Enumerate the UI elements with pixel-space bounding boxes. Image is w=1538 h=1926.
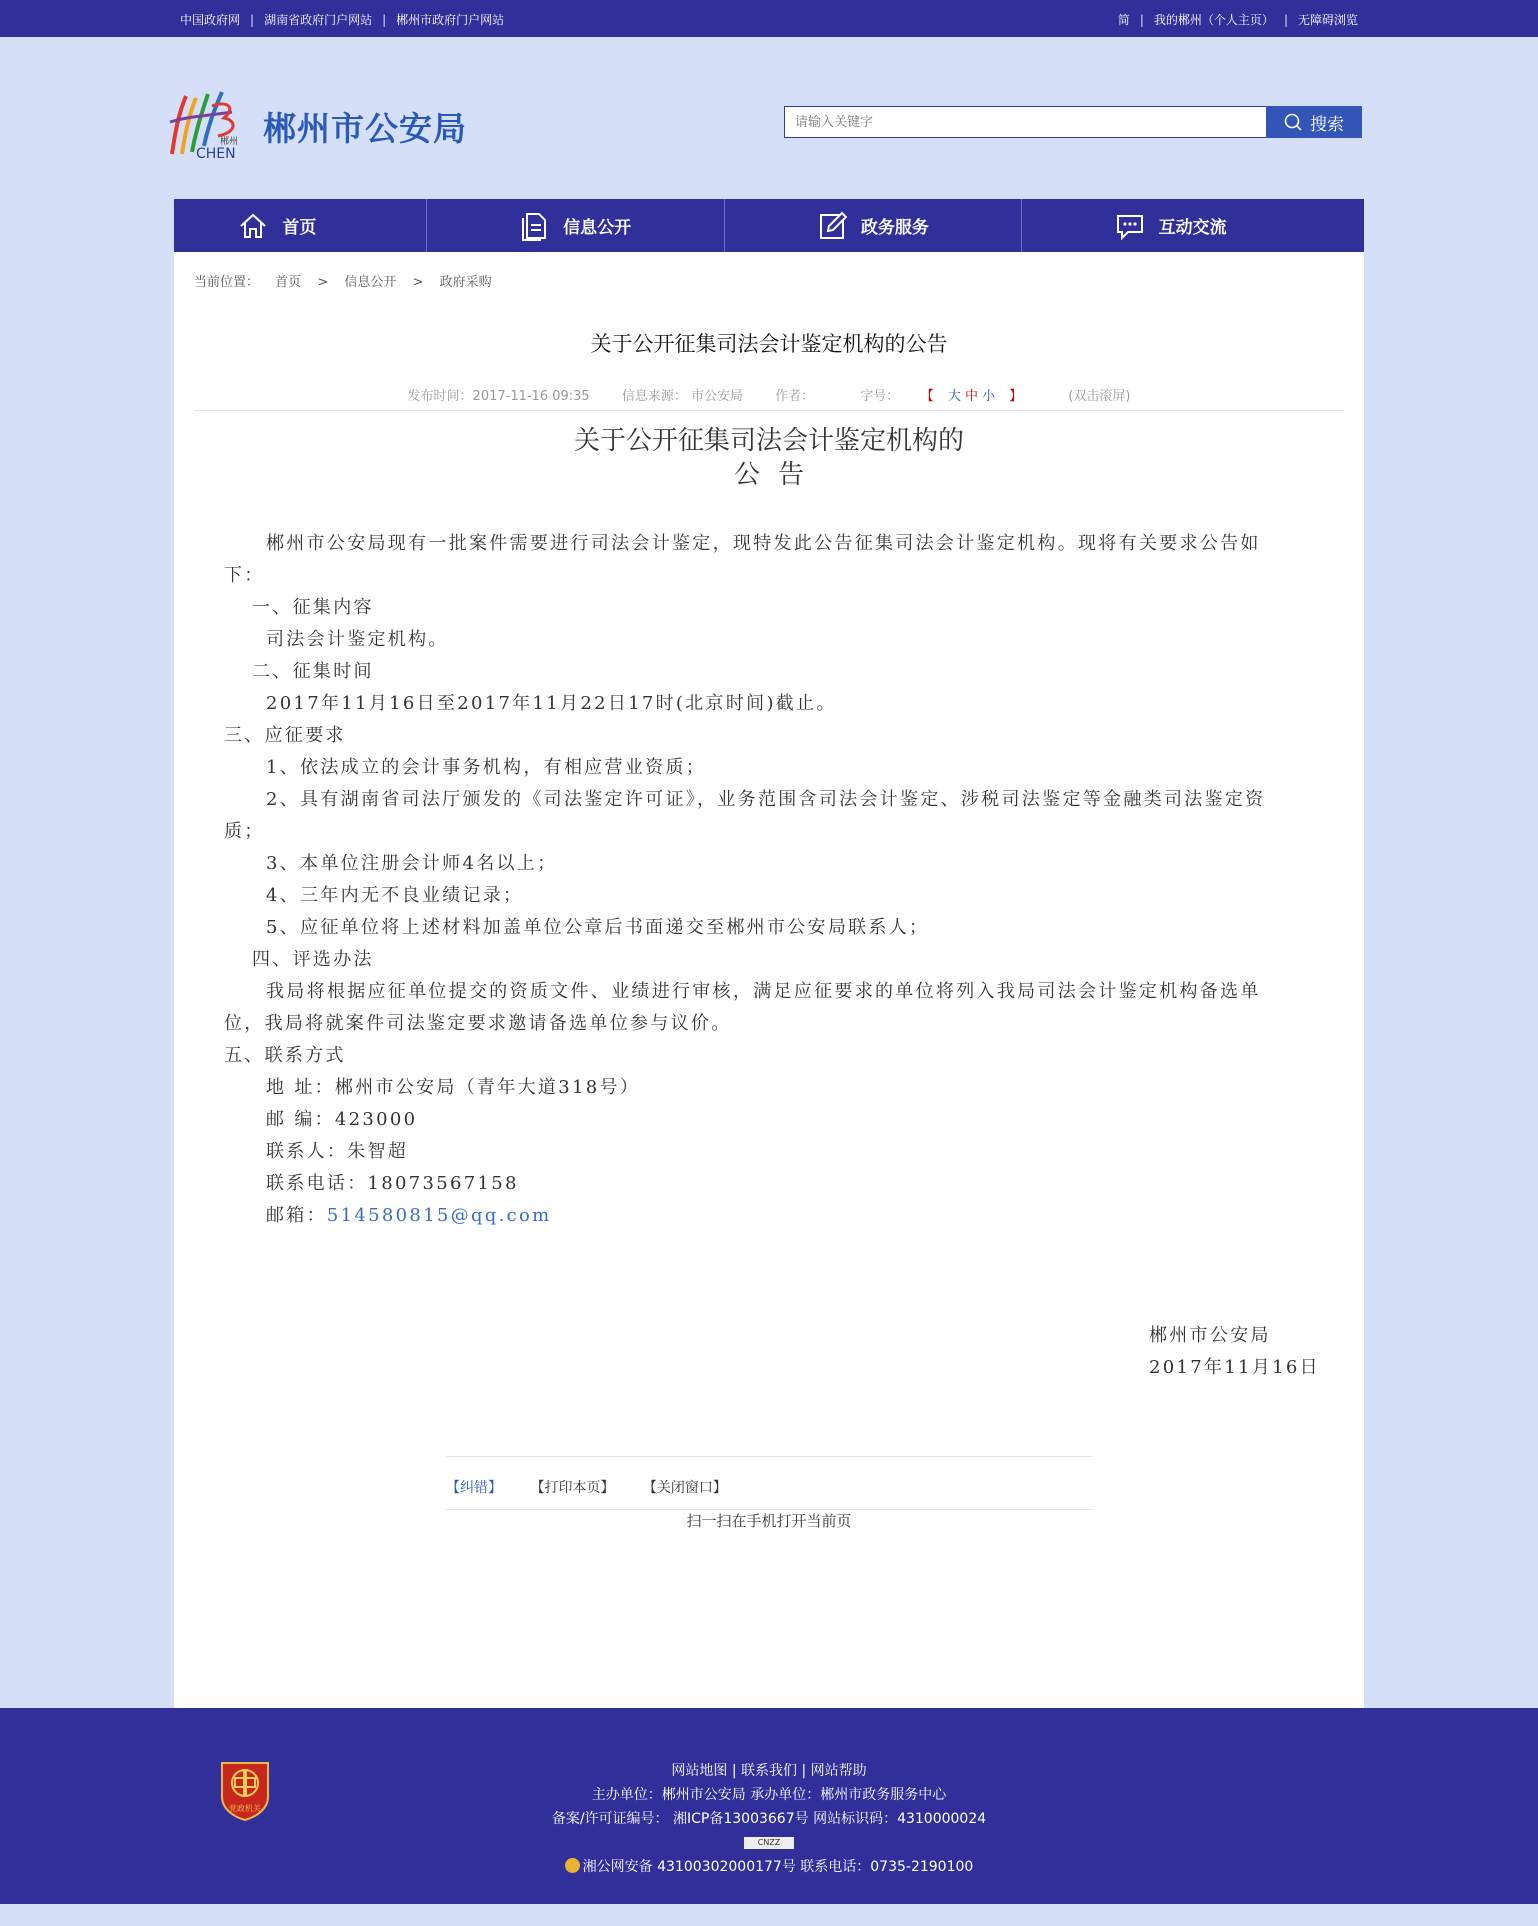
top-links-left: 中国政府网 | 湖南省政府门户网站 | 郴州市政府门户网站 — [180, 13, 505, 27]
divider — [194, 410, 1344, 411]
article-title: 关于公开征集司法会计鉴定机构的公告 — [590, 332, 948, 356]
header — [0, 37, 1538, 199]
nav-home[interactable] — [129, 199, 427, 252]
breadcrumb-info-public[interactable]: 信息公开 — [344, 275, 397, 290]
section-heading: 三、应征要求 — [224, 725, 346, 746]
breadcrumb — [194, 271, 492, 290]
article-body — [224, 528, 1294, 1232]
link-my-chenzhou[interactable]: 我的郴州（个人主页） — [1153, 13, 1274, 27]
main-content — [174, 252, 1364, 1708]
signature-date: 2017年11月16日 — [1149, 1357, 1320, 1378]
contact-email-row — [224, 1200, 1294, 1232]
footer-cnzz-row — [0, 1831, 1538, 1855]
bottom-strip — [0, 1904, 1538, 1926]
home-icon — [238, 211, 268, 241]
search-icon — [1284, 113, 1302, 131]
link-accessibility[interactable]: 无障碍浏览 — [1297, 13, 1358, 27]
font-size-small[interactable]: 小 — [982, 389, 996, 404]
document-heading-line1: 关于公开征集司法会计鉴定机构的 — [573, 426, 964, 456]
breadcrumb-procurement[interactable]: 政府采购 — [439, 275, 492, 290]
signature — [1149, 1320, 1320, 1384]
svg-text:党政机关: 党政机关 — [229, 1804, 261, 1813]
print-page-button[interactable]: 【打印本页】 — [530, 1480, 615, 1496]
paragraph: 司法会计鉴定机构。 — [266, 629, 449, 650]
search-bar — [784, 106, 1362, 138]
email-label: 邮箱： — [266, 1205, 327, 1226]
signature-org: 郴州市公安局 — [1149, 1325, 1271, 1346]
requirement-item: 3、本单位注册会计师4名以上； — [266, 853, 558, 874]
cnzz-badge[interactable]: CNZZ — [744, 1837, 794, 1849]
requirement-item: 4、三年内无不良业绩记录； — [266, 885, 524, 906]
footer-police-row — [0, 1855, 1538, 1879]
nav-interaction-label: 互动交流 — [1158, 218, 1227, 238]
nav-info-public[interactable] — [427, 199, 725, 252]
divider — [446, 1456, 1092, 1457]
main-nav — [174, 199, 1364, 252]
breadcrumb-prefix: 当前位置： — [194, 275, 260, 290]
breadcrumb-home[interactable]: 首页 — [275, 275, 302, 290]
contact-person: 联系人：朱智超 — [266, 1141, 409, 1162]
document-heading-line2: 公告 — [733, 460, 822, 490]
requirement-item: 5、应征单位将上述材料加盖单位公章后书面递交至郴州市公安局联系人； — [266, 917, 930, 938]
font-size-label: 字号： — [860, 389, 900, 404]
nav-info-public-label: 信息公开 — [563, 218, 632, 238]
article-tools — [446, 1477, 751, 1497]
contact-zip: 邮 编：423000 — [266, 1109, 418, 1130]
chenzhou-logo-icon — [166, 86, 250, 160]
font-size-large[interactable]: 大 — [947, 389, 961, 404]
document-icon — [519, 211, 549, 241]
footer — [0, 1708, 1538, 1904]
nav-interaction[interactable] — [1022, 199, 1319, 252]
police-icon — [565, 1858, 580, 1873]
breadcrumb-separator: > — [412, 275, 424, 290]
nav-gov-service[interactable] — [725, 199, 1023, 252]
link-gov-cn[interactable]: 中国政府网 — [180, 13, 241, 27]
paragraph-intro: 郴州市公安局现有一批案件需要进行司法会计鉴定，现特发此公告征集司法会计鉴定机构。现将有关要求公告如下： — [224, 533, 1261, 586]
link-hunan-gov[interactable]: 湖南省政府门户网站 — [264, 13, 373, 27]
contact-phone: 联系电话：18073567158 — [266, 1173, 519, 1194]
nav-home-label: 首页 — [282, 218, 317, 238]
section-heading: 二、征集时间 — [252, 661, 374, 682]
requirement-item: 1、依法成立的会计事务机构，有相应营业资质； — [266, 757, 707, 778]
footer-links[interactable]: 网站地图 | 联系我们 | 网站帮助 — [671, 1763, 867, 1779]
footer-host: 主办单位：郴州市公安局 承办单位：郴州市政务服务中心 — [591, 1787, 947, 1803]
svg-text:郴州: 郴州 — [220, 137, 239, 147]
paragraph: 2017年11月16日至2017年11月22日17时(北京时间)截止。 — [266, 693, 837, 714]
article-meta — [174, 385, 1364, 404]
scan-qr-text: 扫一扫在手机打开当前页 — [686, 1512, 852, 1530]
breadcrumb-separator: > — [317, 275, 329, 290]
site-title: 郴州市公安局 — [263, 109, 467, 148]
correct-error-button[interactable]: 【纠错】 — [446, 1480, 502, 1496]
footer-info — [0, 1759, 1538, 1879]
email-link[interactable]: 514580815@qq.com — [326, 1205, 552, 1226]
font-size-bracket: 【 — [927, 389, 934, 404]
footer-icp: 备案/许可证编号： 湘ICP备13003667号 网站标识码：4310000024 — [551, 1811, 987, 1827]
paragraph: 我局将根据应征单位提交的资质文件、业绩进行审核，满足应征要求的单位将列入我局司法会计鉴定机构备选单位，我局将就案件司法鉴定要求邀请备选单位参与议价。 — [224, 981, 1261, 1034]
document-heading — [174, 424, 1364, 492]
font-size-medium[interactable]: 中 — [964, 389, 978, 404]
search-input[interactable] — [784, 106, 1286, 138]
svg-text:CHEN: CHEN — [196, 146, 236, 160]
section-heading: 一、征集内容 — [252, 597, 374, 618]
publish-time: 发布时间：2017-11-16 09:35 — [407, 389, 590, 404]
link-chenzhou-gov[interactable]: 郴州市政府门户网站 — [396, 13, 505, 27]
section-heading: 五、联系方式 — [224, 1045, 346, 1066]
double-click-scroll: (双击滚屏) — [1068, 389, 1131, 404]
info-source: 信息来源： 市公安局 — [621, 389, 743, 404]
search-button-label: 搜索 — [1310, 114, 1344, 135]
link-simplified[interactable]: 简 — [1117, 13, 1130, 27]
section-heading: 四、评选办法 — [252, 949, 374, 970]
font-size-control — [846, 389, 1036, 404]
footer-police: 湘公网安备 43100302000177号 联系电话：0735-2190100 — [582, 1859, 974, 1875]
font-size-bracket: 】 — [1009, 389, 1023, 404]
top-links-right: 简 | 我的郴州（个人主页） | 无障碍浏览 — [1117, 13, 1358, 27]
requirement-item: 2、具有湖南省司法厅颁发的《司法鉴定许可证》，业务范围含司法会计鉴定、涉税司法鉴定等金融类司法鉴定资质； — [224, 789, 1266, 842]
top-bar — [0, 0, 1538, 37]
nav-gov-service-label: 政务服务 — [860, 218, 929, 238]
author: 作者： — [775, 389, 815, 404]
search-button[interactable] — [1266, 106, 1362, 138]
edit-icon — [817, 211, 847, 241]
contact-address: 地 址：郴州市公安局（青年大道318号） — [266, 1077, 641, 1098]
close-window-button[interactable]: 【关闭窗口】 — [642, 1480, 727, 1496]
chat-icon — [1115, 211, 1145, 241]
